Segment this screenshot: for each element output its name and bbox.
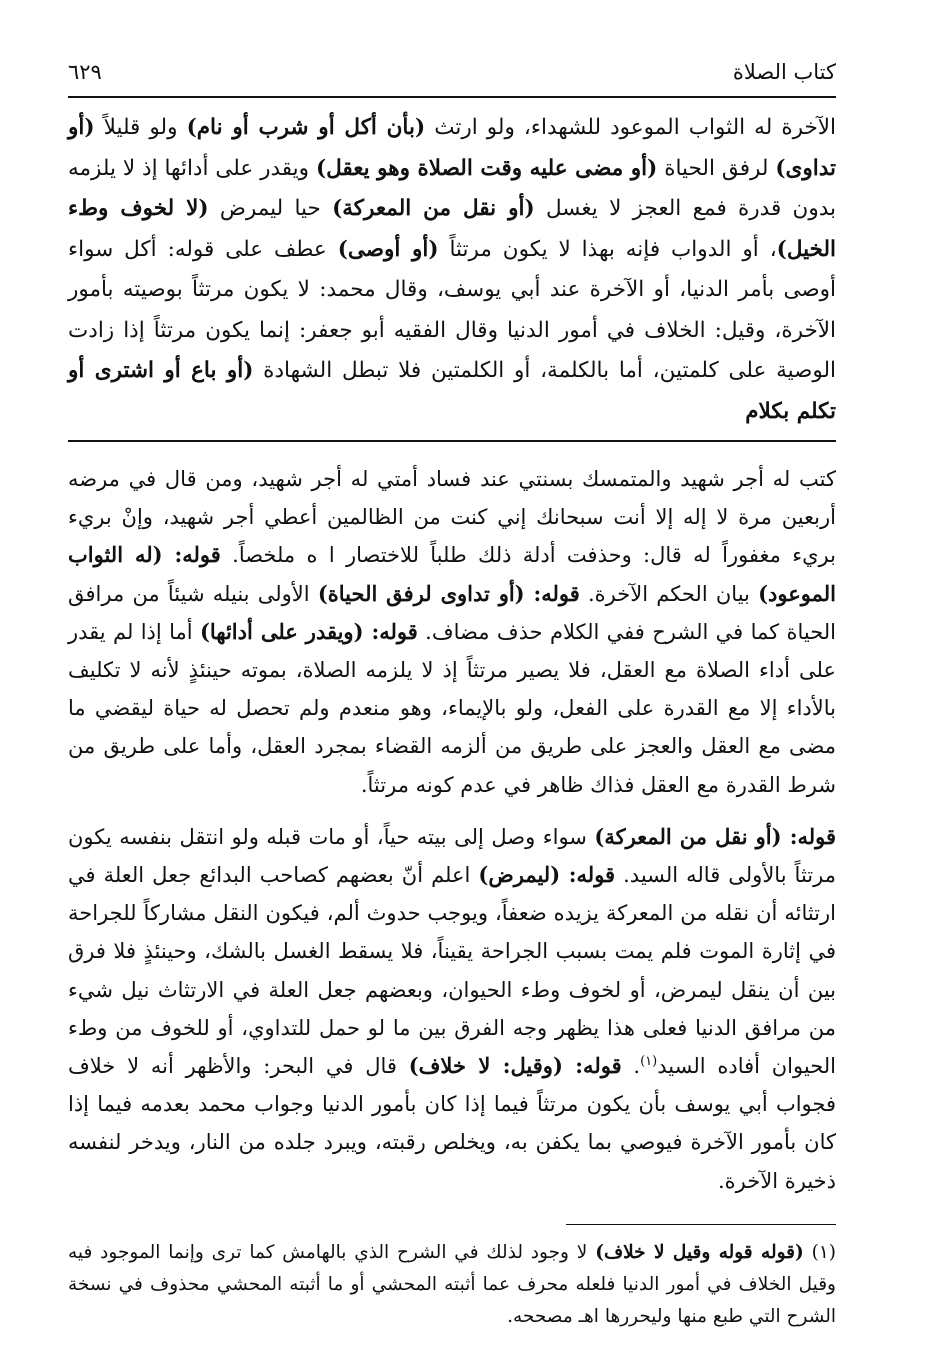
commentary-paragraph	[68, 818, 836, 1200]
commentary-paragraph	[68, 460, 836, 804]
text-run: أما إذا لم يقدر على أداء الصلاة مع العقل، فلا يصير مرتثاً إذ لا يلزمه الصلاة، بموته حينئذٍ لأنه لا تكليف بالأداء إلا مع القدرة على الفعل، ولو بالإيماء، وهو منعدم ولم تحصل له حياة ليقضي ما مضى مع العقل والعجز على طريق من ألزمه القضاء بمجرد العقل، وأما على طريق من شرط القدرة مع العقل فذاك ظاهر في عدم كونه مرتثاً.	[68, 619, 836, 797]
bold-phrase: قوله: (وقيل: لا خلاف)	[408, 1053, 622, 1079]
footnote-marker: (١)	[640, 1054, 658, 1070]
bold-phrase: (أو نقل من المعركة)	[332, 196, 535, 221]
bold-phrase: (بأن أكل أو شرب أو نام)	[186, 115, 426, 140]
bold-phrase: (أو تداوى)	[68, 115, 836, 181]
page-header	[68, 52, 836, 96]
bold-phrase: قوله: (ليمرض)	[478, 862, 616, 888]
text-run: ولو قليلاً	[94, 115, 187, 140]
commentary	[68, 460, 836, 1200]
bold-phrase: (أو مضى عليه وقت الصلاة وهو يعقل)	[315, 155, 658, 181]
text-run: كتب له أجر شهيد والمتمسك بسنتي عند فساد أمتي له أجر شهيد، ومن قال في مرضه أربعين مرة لا إله إلا أنت سبحانك إني كنت من الظالمين أعطي أجر شهيد، وإنْ بريء بريء مغفوراً له قال: وحذفت أدلة ذلك طلباً للاختصار ا ه ملخصاً.	[68, 467, 836, 568]
page-number: ٦٢٩	[68, 60, 102, 84]
running-title: كتاب الصلاة	[732, 60, 836, 84]
header-rule	[68, 96, 836, 98]
text-run: قال في البحر: والأظهر أنه لا خلاف فجواب أبي يوسف بأن يكون مرتثاً فيما إذا كان بأمور الدنيا وجواب محمد بعدمه فيما إذا كان بأمور الآخرة فيوصي بما يكفن به، ويخلص رقبته، ويبرد جلده من النار، ويدخر لنفسه ذخيرة الآخرة.	[68, 1054, 836, 1193]
text-run: الأولى بنيله شيئاً من مرافق الحياة كما في الشرح ففي الكلام حذف مضاف.	[68, 581, 836, 644]
text-run: الآخرة له الثواب الموعود للشهداء، ولو ارتث	[425, 115, 837, 140]
text-run: اعلم أنّ بعضهم كصاحب البدائع جعل العلة في ارتثائه أن نقله من المعركة يزيده ضعفاً، ويوجب حدوث ألم، فيكون النقل مشاركاً للجراحة في إثارة الموت فلم يمت بسبب الجراحة يقيناً، فلا يسقط الغسل بالشك، وحينئذٍ فلا فرق بين أن ينقل ليمرض، أو لخوف وطء الحيوان، وبعضهم جعل العلة في الارتثاث نيل شيء من مرافق الدنيا فعلى هذا يظهر وجه الفرق بين ما لو حمل للتداوي، أو للخوف من وطء الحيوان أفاده السيد	[68, 863, 836, 1079]
bold-phrase: قوله: (أو تداوى لرفق الحياة)	[317, 580, 580, 606]
text-run: .	[621, 1054, 641, 1079]
bold-phrase: قوله: (له الثواب الموعود)	[68, 542, 836, 606]
bold-phrase: قوله: (أو نقل من المعركة)	[594, 823, 837, 849]
text-run: لرفق الحياة	[657, 155, 776, 181]
text-run: لا وجود لذلك في الشرح الذي بالهامش كما ترى وإنما الموجود فيه وقيل الخلاف في أمور الدنيا فلعله محرف عما أثبته المحشي أو ما أثبته المحشي محذوف في نسخة الشرح التي طبع منها وليحررها اهـ مصححه.	[68, 1241, 836, 1327]
footnote	[68, 1237, 836, 1333]
text-run: حيا ليمرض	[208, 196, 333, 221]
text-run: عطف على قوله: أكل سواء أوصى بأمر الدنيا، أو الآخرة عند أبي يوسف، وقال محمد: لا يكون مرتثاً بوصيته بأمور الآخرة، وقيل: الخلاف في أمور الدنيا وقال الفقيه أبو جعفر: إنما يكون مرتثاً إذا زادت الوصية على كلمتين، أما بالكلمة، أو الكلمتين فلا تبطل الشهادة	[68, 236, 836, 383]
section-divider	[68, 440, 836, 442]
bold-phrase: قوله: (ويقدر على أدائها)	[199, 618, 418, 644]
text-run: ويقدر على أدائها إذ لا يلزمه بدون قدرة فمع العجز لا يغسل	[68, 155, 836, 221]
footnote-paragraph	[68, 1237, 836, 1333]
bold-phrase: (لا لخوف وطء الخيل)	[68, 196, 836, 262]
text-run: بيان الحكم الآخرة.	[579, 581, 759, 606]
bold-phrase: (أو أوصى)	[337, 236, 439, 262]
text-run: سواء وصل إلى بيته حياً، أو مات قبله ولو انتقل بنفسه يكون مرتثاً بالأولى قاله السيد.	[68, 824, 836, 888]
footnote-divider	[566, 1224, 836, 1225]
text-run: ، أو الدواب فإنه بهذا لا يكون مرتثاً	[438, 236, 777, 262]
bold-phrase: (أو باع أو اشترى أو تكلم بكلام	[68, 358, 836, 424]
main-text	[68, 108, 836, 432]
bold-phrase: (قوله قوله وقيل لا خلاف)	[595, 1241, 804, 1263]
text-run: (١)	[803, 1241, 836, 1263]
book-page	[68, 52, 836, 1333]
main-text-paragraph	[68, 108, 836, 432]
